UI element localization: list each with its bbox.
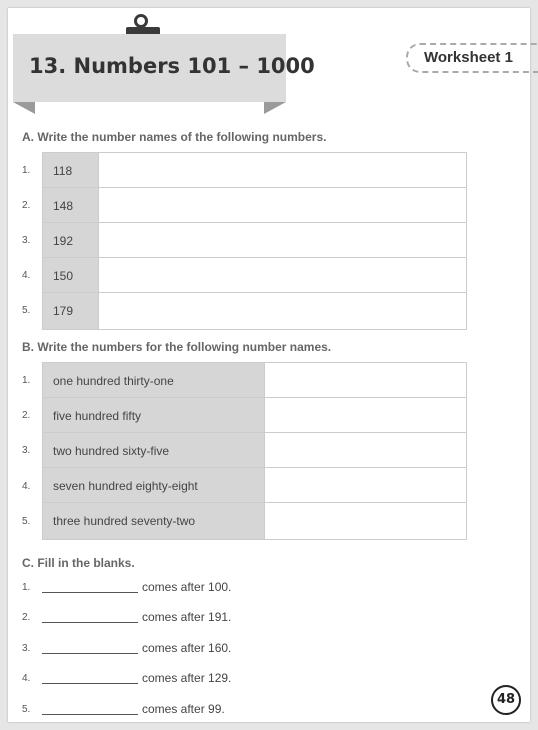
- table-row-value-cell: [43, 188, 98, 223]
- row-number: 2.: [22, 200, 31, 211]
- blank-prompt: comes after 160.: [142, 641, 232, 655]
- row-number: 4.: [22, 673, 31, 684]
- table-row-value-cell: [43, 363, 264, 398]
- blank-prompt: comes after 129.: [142, 671, 232, 685]
- row-number: 3.: [22, 445, 31, 456]
- page-title: 13. Numbers 101 – 1000: [29, 54, 315, 78]
- table-row-value-cell: [43, 153, 98, 188]
- answer-cell[interactable]: [98, 188, 466, 223]
- page-number-badge: 48: [491, 685, 521, 715]
- answer-cell[interactable]: [98, 153, 466, 188]
- row-number: 5.: [22, 704, 31, 715]
- blank-prompt: comes after 191.: [142, 610, 232, 624]
- row-number: 2.: [22, 410, 31, 421]
- title-banner: [13, 34, 315, 102]
- section-a-instruction: A. Write the number names of the following numbers.: [22, 130, 327, 144]
- row-number: 3.: [22, 643, 31, 654]
- row-number: 5.: [22, 305, 31, 316]
- answer-cell[interactable]: [98, 223, 466, 258]
- fill-blank-line[interactable]: [42, 622, 138, 623]
- answer-cell[interactable]: [264, 433, 466, 468]
- table-row-value-cell: [43, 223, 98, 258]
- number-name: two hundred sixty-five: [53, 444, 170, 458]
- row-number: 4.: [22, 481, 31, 492]
- row-number: 2.: [22, 612, 31, 623]
- fill-blank-line[interactable]: [42, 653, 138, 654]
- fill-blank-line[interactable]: [42, 683, 138, 684]
- fill-blank-line[interactable]: [42, 714, 138, 715]
- row-number: 1.: [22, 165, 31, 176]
- row-number: 1.: [22, 582, 31, 593]
- number-name: five hundred fifty: [53, 409, 142, 423]
- number-value: 179: [53, 304, 74, 318]
- answer-cell[interactable]: [264, 503, 466, 539]
- number-value: 192: [53, 234, 74, 248]
- row-number: 4.: [22, 270, 31, 281]
- worksheet-label: Worksheet 1: [424, 49, 513, 66]
- section-b-instruction: B. Write the numbers for the following number names.: [22, 340, 332, 354]
- section-a-table: [42, 152, 467, 330]
- worksheet-tag: [406, 43, 538, 73]
- table-row-value-cell: [43, 398, 264, 433]
- blank-prompt: comes after 99.: [142, 702, 225, 716]
- answer-cell[interactable]: [264, 468, 466, 503]
- answer-cell[interactable]: [264, 363, 466, 398]
- section-c-instruction: C. Fill in the blanks.: [22, 556, 135, 570]
- table-row-value-cell: [43, 293, 98, 329]
- section-b-table: [42, 362, 467, 540]
- answer-cell[interactable]: [264, 398, 466, 433]
- answer-cell[interactable]: [98, 258, 466, 293]
- number-name: one hundred thirty-one: [53, 374, 174, 388]
- table-row-value-cell: [43, 503, 264, 539]
- table-row-value-cell: [43, 468, 264, 503]
- row-number: 5.: [22, 516, 31, 527]
- table-row-value-cell: [43, 258, 98, 293]
- number-value: 118: [53, 164, 73, 178]
- number-value: 148: [53, 199, 74, 213]
- table-row-value-cell: [43, 433, 264, 468]
- fill-blank-line[interactable]: [42, 592, 138, 593]
- row-number: 1.: [22, 375, 31, 386]
- number-name: seven hundred eighty-eight: [53, 479, 198, 493]
- number-value: 150: [53, 269, 74, 283]
- answer-cell[interactable]: [98, 293, 466, 329]
- number-name: three hundred seventy-two: [53, 514, 196, 528]
- row-number: 3.: [22, 235, 31, 246]
- blank-prompt: comes after 100.: [142, 580, 232, 594]
